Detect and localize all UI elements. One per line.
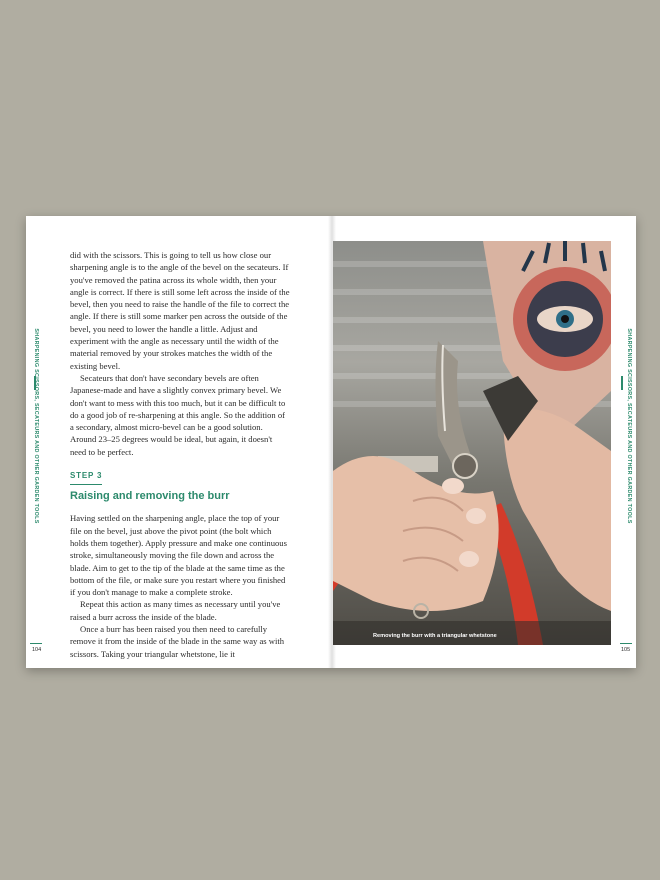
side-tab-marker: [621, 376, 623, 390]
paragraph: Secateurs that don't have secondary bevels are often Japanese-made and have a slightly convex primary bevel. We don't want to mess with this too much, but it can be difficult to do a good job of re-sharpening at this angle. So the addition of a secondary, almost micro-bevel can be a good solution. Around 23–25 degrees would be ideal, but again, it doesn't need to be perfect.: [70, 372, 286, 457]
folio-rule: [620, 643, 632, 644]
paragraph: Once a burr has been raised you then need to carefully remove it from the inside of the blade in the same way as with scissors. Taking your triangular whetstone, lie it: [70, 624, 285, 659]
running-side-title: SHARPENING SCISSORS, SECATEURS AND OTHER GARDEN TOOLS: [33, 328, 39, 524]
paragraph: did with the scissors. This is going to tell us how close our sharpening angle is to the angle of the bevel on the secateurs. If you've removed the patina across its whole width, then your angle is correct. If there is still some left across the inside of the bevel, then you need to raise the handle of the file to correct the angle. If there is still some marker pen across the outside of the bevel, you need to lower the handle a little. Adjust and experiment with the angle as necessary until the width of the material removed by your strokes matches the width of the existing bevel.: [70, 250, 290, 371]
book-spread: [26, 216, 636, 668]
paragraph: Having settled on the sharpening angle, place the top of your file on the bevel, just above the pivot point (the bolt which holds them together). Apply pressure and make one continuous stroke, simultaneously moving the file down and across the blade. Aim to get to the tip of the blade at the same time as the bottom of the file, or make sure you restart where you finished if you don't manage to make a complete stroke.: [70, 513, 287, 598]
photo-caption: Removing the burr with a triangular whetstone: [373, 633, 497, 639]
step-heading: Raising and removing the burr: [70, 490, 230, 503]
step-label: STEP 3: [70, 470, 102, 485]
pivot-bolt: [453, 454, 477, 478]
left-page: [26, 216, 331, 668]
running-side-title: SHARPENING SCISSORS, SECATEURS AND OTHER GARDEN TOOLS: [626, 328, 632, 524]
right-page: [331, 216, 636, 668]
body-text-column: [70, 249, 290, 660]
left-hand: [333, 456, 499, 611]
page-number: 104: [32, 647, 42, 653]
photo-illustration: [333, 241, 611, 645]
photo-secateurs-whetstone: [333, 241, 611, 645]
folio-rule: [30, 643, 42, 644]
page-number: 105: [621, 647, 631, 653]
paragraph: Repeat this action as many times as necessary until you've raised a burr across the inside of the blade.: [70, 599, 281, 622]
